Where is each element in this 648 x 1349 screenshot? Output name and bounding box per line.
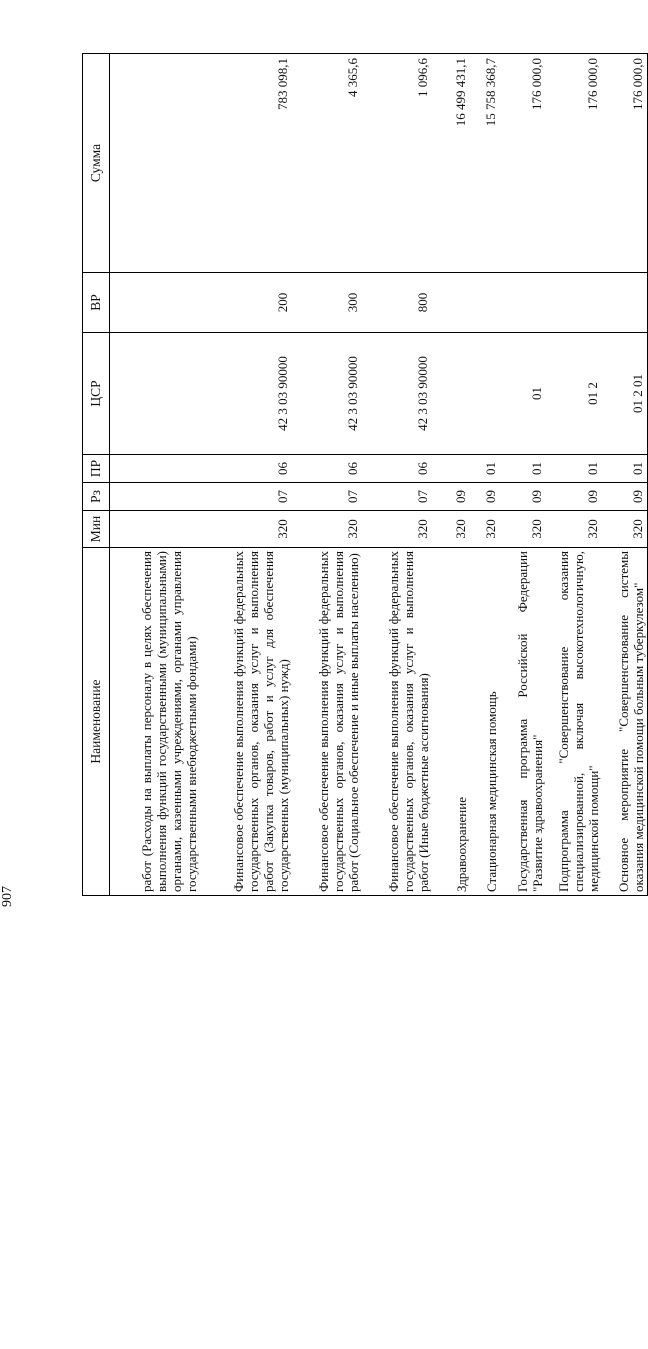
header-pr: ПР xyxy=(83,455,110,483)
row-vr xyxy=(470,273,500,333)
header-csr: ЦСР xyxy=(83,333,110,455)
table-row xyxy=(432,54,470,896)
table-header-row xyxy=(83,54,110,896)
row-min: 320 xyxy=(500,511,546,548)
row-csr: 42 3 03 90000 xyxy=(292,333,362,455)
row-name: Государственная программа Российской Федерации "Развитие здравоохранения" xyxy=(500,548,546,896)
row-sum xyxy=(110,54,200,273)
row-name: Финансовое обеспечение выполнения функций федеральных государственных органов, оказания услуг и выполнения работ (Иные бюджетные ассигнования) xyxy=(362,548,432,896)
row-vr: 800 xyxy=(362,273,432,333)
row-name: Основное мероприятие "Совершенствование системы оказания медицинской помощи больным туберкулезом" xyxy=(602,548,648,896)
row-pr: 01 xyxy=(470,455,500,483)
row-rz xyxy=(110,483,200,511)
budget-table xyxy=(82,53,648,896)
row-sum: 1 096,6 xyxy=(362,54,432,273)
row-csr: 01 2 01 xyxy=(602,333,648,455)
row-csr: 01 xyxy=(500,333,546,455)
row-vr: 200 xyxy=(200,273,292,333)
page-number-wrap xyxy=(0,444,18,1349)
header-min: Мин xyxy=(83,511,110,548)
row-pr xyxy=(432,455,470,483)
row-sum: 4 365,6 xyxy=(292,54,362,273)
table-row xyxy=(470,54,500,896)
row-rz: 09 xyxy=(500,483,546,511)
row-pr: 01 xyxy=(546,455,602,483)
row-pr: 06 xyxy=(362,455,432,483)
row-rz: 07 xyxy=(292,483,362,511)
row-min: 320 xyxy=(432,511,470,548)
row-min: 320 xyxy=(602,511,648,548)
row-rz: 09 xyxy=(470,483,500,511)
row-sum: 176 000,0 xyxy=(500,54,546,273)
row-csr xyxy=(470,333,500,455)
header-name: Наименование xyxy=(83,548,110,896)
row-name: Стационарная медицинская помощь xyxy=(470,548,500,896)
row-rz: 09 xyxy=(546,483,602,511)
row-vr xyxy=(432,273,470,333)
table-row xyxy=(362,54,432,896)
row-pr: 06 xyxy=(200,455,292,483)
row-rz: 09 xyxy=(602,483,648,511)
row-vr xyxy=(602,273,648,333)
row-csr xyxy=(432,333,470,455)
table-row xyxy=(292,54,362,896)
row-name: Финансовое обеспечение выполнения функций федеральных государственных органов, оказания услуг и выполнения работ (Закупка товаров, работ и услуг для обеспечения государственных (муниципальных) нужд) xyxy=(200,548,292,896)
page-number: 907 xyxy=(0,886,15,907)
row-sum: 783 098,1 xyxy=(200,54,292,273)
header-vr: ВР xyxy=(83,273,110,333)
budget-table-container xyxy=(82,54,646,896)
row-min: 320 xyxy=(292,511,362,548)
table-row xyxy=(546,54,602,896)
row-pr: 01 xyxy=(602,455,648,483)
table-row xyxy=(602,54,648,896)
table-row xyxy=(500,54,546,896)
row-rz: 07 xyxy=(362,483,432,511)
header-sum: Сумма xyxy=(83,54,110,273)
row-name: работ (Расходы на выплаты персоналу в целях обеспечения выполнения функций государственными (муниципальными) органами, казенными учреждениями, органами управления государственными внебюджетными фондами) xyxy=(110,548,200,896)
row-pr xyxy=(110,455,200,483)
row-csr xyxy=(110,333,200,455)
row-vr xyxy=(546,273,602,333)
row-name: Подпрограмма "Совершенствование оказания специализированной, включая высокотехнологичную, медицинской помощи" xyxy=(546,548,602,896)
row-vr xyxy=(500,273,546,333)
row-csr: 01 2 xyxy=(546,333,602,455)
row-sum: 15 758 368,7 xyxy=(470,54,500,273)
row-sum: 176 000,0 xyxy=(546,54,602,273)
row-name: Здравоохранение xyxy=(432,548,470,896)
row-csr: 42 3 03 90000 xyxy=(200,333,292,455)
table-row xyxy=(110,54,200,896)
header-rz: Рз xyxy=(83,483,110,511)
row-min: 320 xyxy=(200,511,292,548)
table-row xyxy=(200,54,292,896)
row-vr xyxy=(110,273,200,333)
row-min: 320 xyxy=(362,511,432,548)
row-vr: 300 xyxy=(292,273,362,333)
row-csr: 42 3 03 90000 xyxy=(362,333,432,455)
row-sum: 176 000,0 xyxy=(602,54,648,273)
row-min: 320 xyxy=(546,511,602,548)
row-rz: 09 xyxy=(432,483,470,511)
row-name: Финансовое обеспечение выполнения функций федеральных государственных органов, оказания услуг и выполнения работ (Социальное обеспечение и иные выплаты населению) xyxy=(292,548,362,896)
row-min: 320 xyxy=(470,511,500,548)
row-rz: 07 xyxy=(200,483,292,511)
row-pr: 01 xyxy=(500,455,546,483)
row-pr: 06 xyxy=(292,455,362,483)
row-min xyxy=(110,511,200,548)
row-sum: 16 499 431,1 xyxy=(432,54,470,273)
